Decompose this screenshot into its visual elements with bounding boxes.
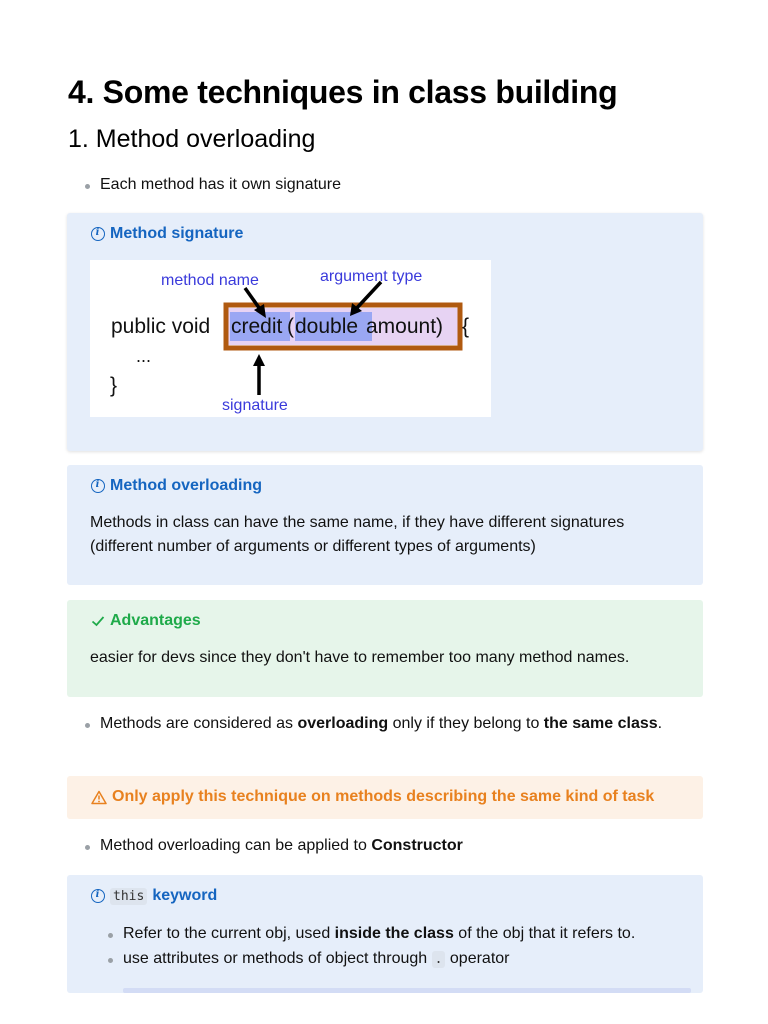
bullet-text: . <box>657 715 663 732</box>
code-method-name: credit <box>231 315 283 338</box>
code-close-brace: } <box>110 374 118 397</box>
item-text: operator <box>445 950 510 967</box>
signature-diagram-svg <box>90 260 491 417</box>
code-dots: ... <box>136 346 152 366</box>
bullet-bold: overloading <box>297 715 389 732</box>
callout-title <box>91 477 262 495</box>
list-item <box>100 834 463 858</box>
info-icon <box>91 889 105 903</box>
info-icon <box>91 479 105 493</box>
list-item <box>100 712 680 736</box>
code-arg-name: amount) <box>366 315 444 338</box>
callout-title <box>91 225 243 243</box>
bullet-text: Methods are considered as <box>100 715 298 732</box>
warning-icon <box>91 790 107 805</box>
info-icon <box>91 227 105 241</box>
callout-method-signature <box>67 213 703 451</box>
signature-diagram <box>90 260 491 417</box>
label-method-name: method name <box>161 272 259 289</box>
section-title: 1. Method overloading <box>68 125 316 153</box>
callout-body: easier for devs since they don't have to remember too many method names. <box>90 649 630 666</box>
callout-title-text: keyword <box>152 887 218 904</box>
nested-block-edge <box>123 988 691 993</box>
callout-title-text: Method overloading <box>110 477 262 494</box>
inline-code: this <box>110 888 147 905</box>
list-item <box>100 173 341 197</box>
item-text: Refer to the current obj, used <box>123 925 335 942</box>
callout-title <box>91 612 201 630</box>
list-item <box>123 947 693 972</box>
item-text: of the obj that it refers to. <box>453 925 636 942</box>
label-signature: signature <box>222 397 288 414</box>
bullet-bold: the same class <box>543 715 658 732</box>
label-argument-type: argument type <box>320 268 423 285</box>
inline-code: . <box>432 951 446 968</box>
callout-title-text: Advantages <box>110 612 201 629</box>
callout-warning <box>67 776 703 819</box>
callout-advantages <box>67 600 703 697</box>
bullet-text: only if they belong to <box>388 715 544 732</box>
code-prefix: public void <box>111 315 211 338</box>
check-icon <box>91 614 105 628</box>
arrowhead-signature <box>253 354 265 366</box>
callout-title <box>91 887 217 905</box>
bullet-text: Each method has it own signature <box>100 176 342 193</box>
code-paren: ( <box>287 315 294 338</box>
callout-title-text: Method signature <box>110 225 244 242</box>
code-arg-type: double <box>295 315 359 338</box>
callout-this-keyword <box>67 875 703 993</box>
callout-method-overloading <box>67 465 703 585</box>
callout-title-text: Only apply this technique on methods describing the same kind of task <box>112 788 655 805</box>
page-title: 4. Some techniques in class building <box>68 74 618 110</box>
bullet-bold: Constructor <box>371 837 463 854</box>
list-item <box>123 922 693 946</box>
callout-title <box>91 788 654 806</box>
callout-body: Methods in class can have the same name, if they have different signatures (different number of arguments or different types of arguments) <box>90 514 625 555</box>
bullet-text: Method overloading can be applied to <box>100 837 372 854</box>
item-text: use attributes or methods of object through <box>123 950 432 967</box>
item-bold: inside the class <box>334 925 454 942</box>
code-open-brace: { <box>462 315 470 338</box>
